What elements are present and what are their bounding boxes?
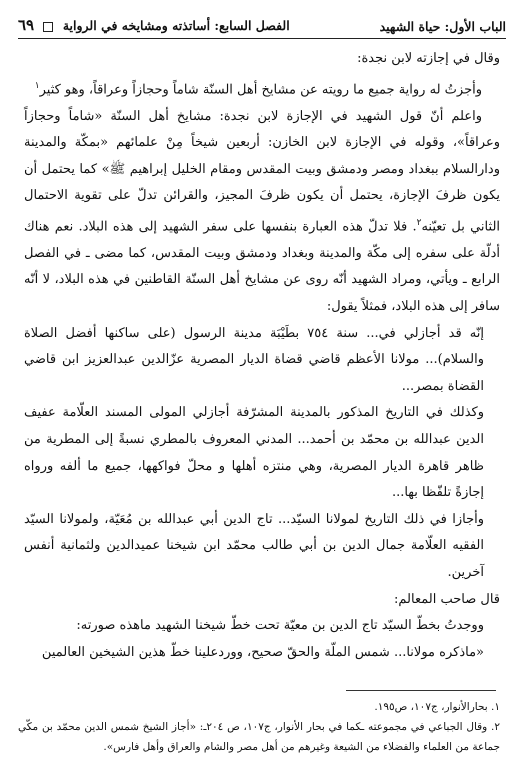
footnote: ١. بحارالأنوار، ج١٠٧، ص١٩٥. — [374, 701, 500, 713]
paragraph: وقال في إجازته لابن نجدة: — [357, 51, 500, 66]
paragraph-text: وأجزتُ له رواية جميع ما رويته عن مشايخ أهل السنّة شاماً وحجازاً وعراقاً، وهو كثير — [39, 81, 482, 97]
quote-paragraph: ووجدتُ بخطّ السيّد تاج الدين بن معيّة تحت خطّ شيخنا الشهيد ماهذه صورته: — [76, 618, 484, 634]
footnote-ref: ٢ — [416, 217, 422, 228]
quote-paragraph: «ماذكره مولانا... شمس الملّة والحقّ صحيح، ووردعلينا خطّ هذين الشيخين العالمين — [41, 644, 484, 660]
paragraph — [24, 104, 500, 321]
main-text — [24, 46, 500, 666]
footnote-ref: ١ — [34, 80, 40, 91]
page-number: ٦٩ — [18, 16, 35, 34]
footnote-divider — [346, 690, 496, 691]
header-left-group — [18, 16, 290, 34]
footnote: ٢. وقال الجباعي في مجموعته ـكما في بحار الأنوار، ج١٠٧، ص ٢٠٤ـ: «أجاز الشيخ شمس الدين محمّد بن مكّي جماعة من العلماء والفضلاء من الشيعة وغيرهم من أهل مصر والشام والعراق وأهل فارس». — [18, 721, 500, 753]
separator-square-icon — [43, 22, 53, 32]
quote-paragraph: وأجازا في ذلك التاريخ لمولانا السيّد... تاج الدين أبي عبدالله بن مُعَيّة، ولمولانا السيّد الفقيه العلّامة جمال الدين بن أبي طالب محمّد ابن شيخنا عميدالدين ولثمانية أنفس آخرين. — [24, 511, 484, 580]
header-left-title: الفصل السابع: أساتذته ومشايخه في الرواية — [62, 18, 290, 33]
quote-paragraph: إنّه قد أجازلي في... سنة ٧٥٤ بطَيْبَة مدينة الرسول (على ساكنها أفضل الصلاة والسلام)... مولانا الأعظم قاضي قضاة الديار المصرية عزّالدين عبدالعزيز ابن قاضي القضاة بمصر... — [24, 325, 484, 394]
quote-paragraph: وكذلك في التاريخ المذكور بالمدينة المشرّفة أجازلي المولى المسند العلّامة عفيف الدين عبدالله بن محمّد بن أحمد... المدني المعروف بالمطري نسبةً إلى المطرية من ظاهر قاهرة الديار المصرية، وهي منتزه أهلها و محلّ فواكهها، جميع ما ألفه ورواه إجازةً تلفّظا بها... — [24, 405, 484, 501]
paragraph: قال صاحب المعالم: — [394, 591, 500, 607]
paragraph — [24, 73, 500, 104]
running-header — [18, 12, 506, 39]
header-right-title: الباب الأول: حياة الشهيد — [379, 19, 506, 34]
paragraph-text: . فلا تدلّ هذه العبارة بنفسها على سفر الشهيد إلى هذه البلاد. نعم هناك أدلّة على سفره إلى مكّة والمدينة وبغداد ودمشق وبيت المقدس، كما مضى ـ في الفصل الرابع ـ ويأتي، ومراد الشهيد أنّه روى عن مشايخ أهل السنّة القاطنين في هذه البلاد، لا أنّه سافر إلى هذه البلاد، فمثلاً يقول: — [24, 219, 500, 314]
paragraph-text: واعلم أنّ قول الشهيد في الإجازة لابن نجدة: مشايخ أهل السنّة «شاماً وحجازاً وعراقاً»، وقوله في الإجازة لابن الخازن: أربعين شيخاً مِنْ علمائهم «بمكّة والمدينة ودارالسلام ببغداد ومصر ودمشق وبيت المقدس ومقام الخليل إبراهيم ﷺ» كما يحتمل أن يكون ظرفَ الإجازة، يحتمل أن يكون ظرفَ المجيز، والقرائن تدلّ على تقوية الاحتمال الثاني بل تعيّنه — [24, 108, 501, 235]
footnotes — [18, 697, 500, 757]
